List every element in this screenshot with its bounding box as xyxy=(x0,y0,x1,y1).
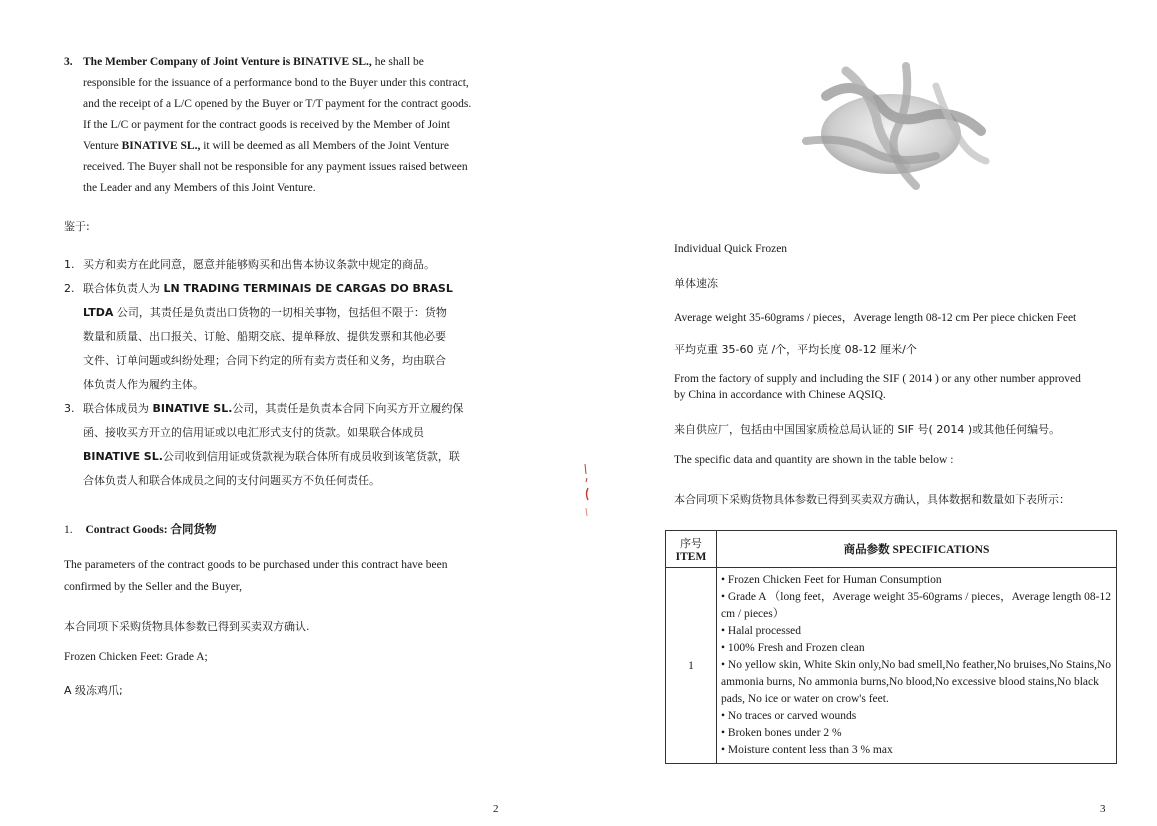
params-en-line-1: The parameters of the contract goods to be purchased under this contract have been xyxy=(64,559,448,571)
list-item-line xyxy=(83,469,504,493)
clause-3-line xyxy=(83,136,504,157)
page-number-left: 2 xyxy=(493,803,499,815)
product-zh: A 级冻鸡爪; xyxy=(64,684,123,697)
text-run: 数量和质量、出口报关、订舱、船期交底、提单释放、提供发票和其他必要 xyxy=(83,330,446,343)
clause-3-line xyxy=(83,73,504,94)
list-item-number: 3. xyxy=(64,402,75,415)
row-spec-list xyxy=(717,568,1117,764)
text-run: BINATIVE SL. xyxy=(83,450,163,463)
spec-bullet: • Broken bones under 2 % xyxy=(721,727,842,739)
left-page xyxy=(0,0,578,826)
text-run: 函、接收买方开立的信用证或以电汇形式支付的货款。如果联合体成员 xyxy=(83,426,424,439)
list-item-line xyxy=(83,421,504,445)
table-row xyxy=(666,568,1117,764)
text-run: 合体负责人和联合体成员之间的支付问题买方不负任何责任。 xyxy=(83,474,380,487)
list-item-line xyxy=(83,253,504,277)
spec-bullet: • No yellow skin, White Skin only,No bad smell,No feather,No bruises,No Stains,No ammonia burns, No ammonia burns,No blood,No excessive blood stains,No black pads, No ice or water on crow's feet. xyxy=(721,659,1112,705)
specific-en: The specific data and quantity are shown in the table below : xyxy=(674,454,954,466)
clause-3-line xyxy=(83,115,504,136)
page-number-right: 3 xyxy=(1100,803,1106,815)
spec-bullet: • 100% Fresh and Frozen clean xyxy=(721,642,865,654)
text-run: BINATIVE SL., xyxy=(121,140,201,152)
iqf-en: Individual Quick Frozen xyxy=(674,243,788,255)
text-run: responsible for the issuance of a performance bond to the Buyer under this contract, xyxy=(83,77,469,89)
header-spec: 商品参数 SPECIFICATIONS xyxy=(717,531,1117,568)
header-item-en: ITEM xyxy=(675,551,707,563)
list-item-line xyxy=(83,445,504,469)
text-run: and the receipt of a L/C opened by the Buyer or T/T payment for the contract goods. xyxy=(83,98,472,110)
text-run: 体负责人作为履约主体。 xyxy=(83,378,204,391)
spec-bullet: • No traces or carved wounds xyxy=(721,710,857,722)
text-run: the Leader and any Members of this Joint Venture. xyxy=(83,182,316,194)
text-run: 买方和卖方在此同意，愿意并能够购买和出售本协议条款中规定的商品。 xyxy=(83,258,435,271)
list-item-line xyxy=(83,325,504,349)
text-run: The Member Company of Joint Venture is BINATIVE SL., xyxy=(83,56,372,68)
text-run: LTDA xyxy=(83,306,114,319)
text-run: 文件、订单问题或纠纷处理；合同下约定的所有卖方责任和义务，均由联合 xyxy=(83,354,446,367)
factory-en-line-1: From the factory of supply and including the SIF ( 2014 ) or any other number approved xyxy=(674,373,1081,385)
spec-bullet: • Halal processed xyxy=(721,625,802,637)
clause-3-line xyxy=(83,94,504,115)
clause-3-line xyxy=(83,178,504,199)
section-1-number: 1. xyxy=(64,524,73,536)
text-run: 公司，其责任是负责出口货物的一切相关事物，包括但不限于：货物 xyxy=(113,306,447,319)
text-run: 联合体负责人为 xyxy=(83,282,164,295)
text-run: LN TRADING TERMINAIS DE CARGAS DO BRASL xyxy=(163,282,453,295)
weight-en: Average weight 35-60grams / pieces，Average length 08-12 cm Per piece chicken Feet xyxy=(674,312,1077,324)
spec-bullet: • Frozen Chicken Feet for Human Consumption xyxy=(721,574,942,586)
header-item xyxy=(666,531,717,568)
text-run: it will be deemed as all Members of the Joint Venture xyxy=(200,140,449,152)
clause-3-text xyxy=(83,52,504,199)
weight-zh: 平均克重 35-60 克 /个，平均长度 08-12 厘米/个 xyxy=(674,343,917,356)
text-run: If the L/C or payment for the contract goods is received by the Member of Joint xyxy=(83,119,450,131)
text-run: 公司收到信用证或货款视为联合体所有成员收到该笔货款，联 xyxy=(162,450,460,463)
clause-3-line xyxy=(83,157,504,178)
text-run: 联合体成员为 xyxy=(83,402,153,415)
params-zh: 本合同项下采购货物具体参数已得到买卖双方确认. xyxy=(64,620,310,633)
list-item xyxy=(64,277,504,397)
list-item-line xyxy=(83,373,504,397)
chicken-feet-image xyxy=(786,56,996,206)
section-1-title: Contract Goods: 合同货物 xyxy=(85,524,217,536)
list-item-number: 1. xyxy=(64,258,75,271)
section-1-heading xyxy=(64,521,216,537)
list-item-line xyxy=(83,301,504,325)
params-en-line-2: confirmed by the Seller and the Buyer, xyxy=(64,581,243,593)
text-run: Venture xyxy=(83,140,122,152)
text-run: received. The Buyer shall not be responsible for any payment issues raised between xyxy=(83,161,468,173)
list-item-line xyxy=(83,349,504,373)
table-header-row xyxy=(666,531,1117,568)
list-item-line xyxy=(83,397,504,421)
clause-3-number: 3. xyxy=(64,56,73,68)
clause-3 xyxy=(64,52,504,199)
list-item-line xyxy=(83,277,504,301)
list-item xyxy=(64,253,504,277)
text-run: he shall be xyxy=(371,56,424,68)
whereas-label: 鉴于: xyxy=(64,220,90,233)
whereas-list xyxy=(64,253,504,493)
text-run: 公司，其责任是负责本合同下向买方开立履约保 xyxy=(232,402,464,415)
factory-zh: 来自供应厂，包括由中国国家质检总局认证的 SIF 号( 2014 )或其他任何编号。 xyxy=(674,423,1061,436)
specifications-table xyxy=(665,530,1117,764)
spec-bullet: • Moisture content less than 3 % max xyxy=(721,744,893,756)
specific-zh: 本合同项下采购货物具体参数已得到买卖双方确认，具体数据和数量如下表所示： xyxy=(674,493,1070,506)
product-en: Frozen Chicken Feet: Grade A; xyxy=(64,651,208,663)
list-item-number: 2. xyxy=(64,282,75,295)
header-item-zh: 序号 xyxy=(680,537,702,550)
row-item-number: 1 xyxy=(666,568,717,764)
text-run: BINATIVE SL. xyxy=(152,402,233,415)
factory-en-line-2: by China in accordance with Chinese AQSIQ. xyxy=(674,389,886,401)
iqf-zh: 单体速冻 xyxy=(674,277,718,290)
clause-3-line xyxy=(83,52,504,73)
list-item xyxy=(64,397,504,493)
spec-bullet: • Grade A （long feet，Average weight 35-60grams / pieces，Average length 08-12 cm / pieces） xyxy=(721,591,1112,620)
